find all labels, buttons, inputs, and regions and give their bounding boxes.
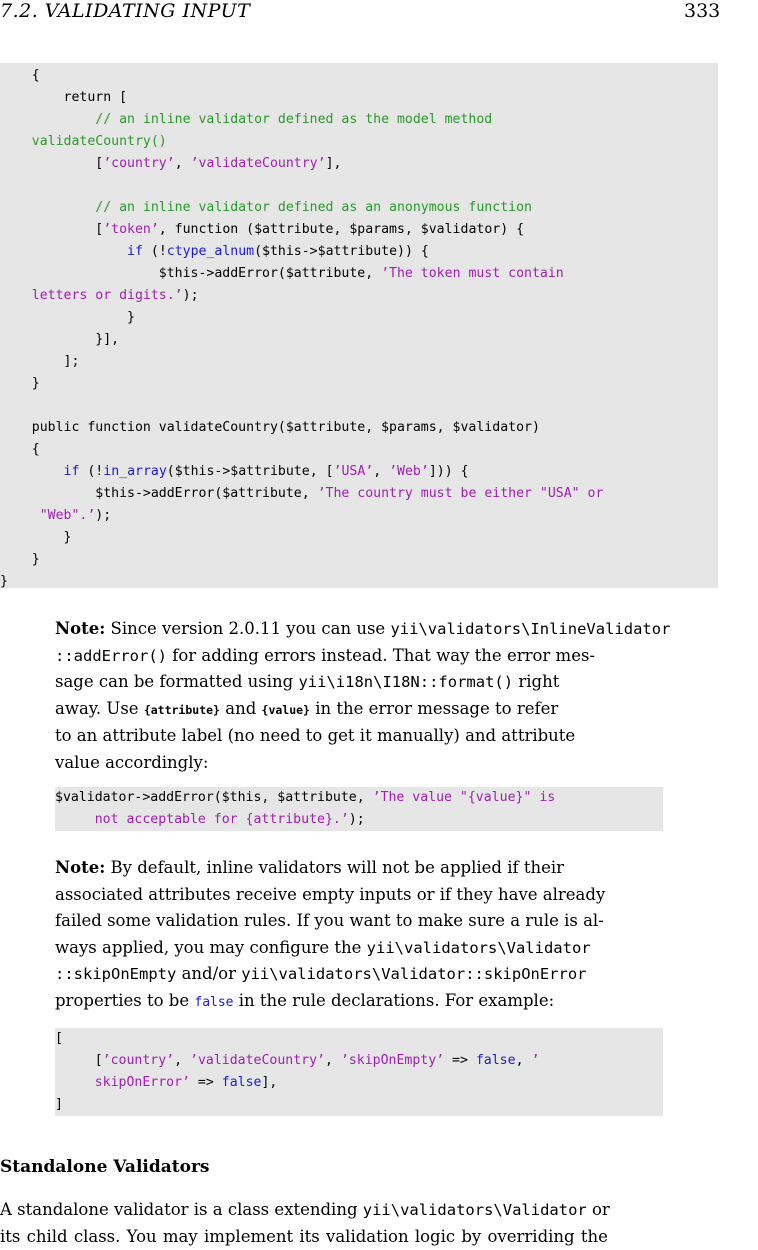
code-line: {: [0, 65, 40, 87]
note2-line-6: properties to be false in the rule declarations. For example:: [55, 988, 661, 1017]
code-block-adderror-example: [55, 787, 663, 831]
code-line: ]: [55, 1094, 63, 1116]
note2-line-3: failed some validation rules. If you want to make sure a rule is al-: [55, 908, 661, 935]
running-header-title: 7.2. VALIDATING INPUT: [0, 0, 250, 22]
code-line: ];: [0, 351, 79, 373]
code-line: if (!in_array($this->$attribute, [’USA’, ’Web’])) {: [0, 461, 469, 483]
code-line: if (!ctype_alnum($this->$attribute)) {: [0, 241, 429, 263]
code-block-inline-validators: [0, 63, 718, 588]
code-line: $this->addError($attribute, ’The token must contain: [0, 263, 564, 285]
note2-line-2: associated attributes receive empty inputs or if they have already: [55, 882, 661, 909]
note-skip-on-empty: [55, 855, 661, 1016]
code-line: // an inline validator defined as an anonymous function: [0, 197, 532, 219]
code-line: [’country’, ’validateCountry’, ’skipOnEmpty’ => false, ’: [55, 1050, 539, 1072]
note2-line-4: ways applied, you may configure the yii\validators\Validator: [55, 935, 661, 962]
note2-line-1: Note: By default, inline validators will not be applied if their: [55, 855, 661, 882]
code-line: }: [0, 307, 135, 329]
code-line: [: [55, 1028, 63, 1050]
note1-line-1: Note: Since version 2.0.11 you can use yii\validators\InlineValidator: [55, 616, 661, 643]
note1-line-5: to an attribute label (no need to get it manually) and attribute: [55, 723, 661, 750]
code-line: [’country’, ’validateCountry’],: [0, 153, 341, 175]
note-label: Note:: [55, 858, 105, 877]
note1-line-3: sage can be formatted using yii\i18n\I18N::format() right: [55, 669, 661, 696]
note1-line-4: away. Use {attribute} and {value} in the error message to refer: [55, 696, 661, 724]
note2-line-5: ::skipOnEmpty and/or yii\validators\Validator::skipOnError: [55, 961, 661, 988]
code-line: skipOnError’ => false],: [55, 1072, 277, 1094]
code-line: }: [0, 571, 8, 593]
body-line-1: A standalone validator is a class extending yii\validators\Validator or: [0, 1197, 720, 1224]
code-line: // an inline validator defined as the model method: [0, 109, 492, 131]
section-title: Standalone Validators: [0, 1157, 209, 1177]
code-line: "Web".’);: [0, 505, 111, 527]
code-line: validateCountry(): [0, 131, 167, 153]
code-line: }: [0, 549, 40, 571]
note-inline-validator-adderror: [55, 616, 661, 776]
code-line: $validator->addError($this, $attribute, ’The value "{value}" is: [55, 787, 555, 809]
note1-line-2: ::addError() for adding errors instead. That way the error mes-: [55, 643, 661, 670]
code-line: public function validateCountry($attribute, $params, $validator): [0, 417, 540, 439]
code-line: }: [0, 527, 71, 549]
page-number: 333: [684, 0, 720, 22]
code-line: [’token’, function ($attribute, $params, $validator) {: [0, 219, 524, 241]
note1-line-6: value accordingly:: [55, 750, 661, 777]
body-line-2: its child class. You may implement its validation logic by overriding the: [0, 1224, 720, 1250]
code-line: return [: [0, 87, 127, 109]
section-body-paragraph: [0, 1197, 720, 1250]
code-line: }],: [0, 329, 119, 351]
note-label: Note:: [55, 619, 105, 638]
code-line: letters or digits.’);: [0, 285, 199, 307]
code-line: not acceptable for {attribute}.’);: [55, 809, 365, 831]
code-line: }: [0, 373, 40, 395]
code-line: $this->addError($attribute, ’The country must be either "USA" or: [0, 483, 603, 505]
code-block-skip-options-example: [55, 1028, 663, 1116]
code-line: {: [0, 439, 40, 461]
